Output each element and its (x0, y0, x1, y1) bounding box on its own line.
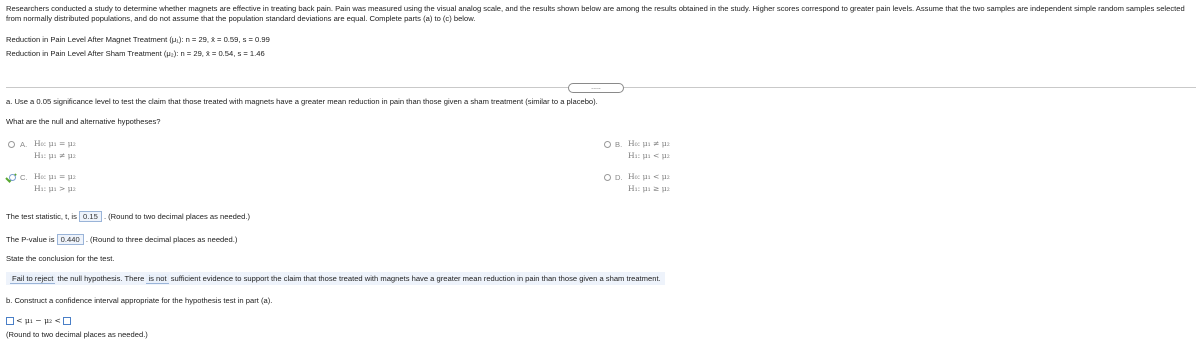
conclusion-text-2: sufficient evidence to support the claim that those treated with magnets have a greater mean reduction in pain than those given a sham treatment. (170, 274, 661, 283)
option-d-radio[interactable] (604, 174, 611, 181)
ci-middle-text: < μ₁ − μ₂ < (16, 316, 61, 325)
test-stat-answer[interactable]: 0.15 (79, 211, 102, 222)
option-a-h0: H₀: μ₁ = μ₂ (34, 139, 76, 148)
evidence-dropdown[interactable]: is not (148, 274, 167, 283)
option-d-letter: D. (615, 173, 623, 182)
p-value-suffix: . (Round to three decimal places as needed.) (85, 235, 238, 244)
option-d-h0: H₀: μ₁ < μ₂ (628, 172, 670, 181)
problem-intro: Researchers conducted a study to determine whether magnets are effective in treating back pain. Pain was measured using the visual analog scale, and the results shown below are among the results obtained in the study. Higher scores correspond to greater pain levels. Assume that the two samples are independent simple random samples selected from normally distributed populations, and do not assume that the population standard deviations are equal. Complete parts (a) to (c) below. (6, 4, 1185, 23)
confidence-interval-input (6, 316, 71, 325)
option-d-h1: H₁: μ₁ ≥ μ₂ (628, 184, 670, 193)
expand-more-button[interactable]: ..... (568, 83, 624, 93)
conclusion-text-1: the null hypothesis. There (57, 274, 145, 283)
reject-dropdown[interactable]: Fail to reject (12, 274, 54, 283)
conclusion-prompt: State the conclusion for the test. (6, 254, 115, 263)
part-b-prompt: b. Construct a confidence interval appropriate for the hypothesis test in part (a). (6, 296, 273, 305)
ci-lower-input[interactable] (6, 317, 14, 325)
p-value-line (6, 234, 237, 245)
option-b-letter: B. (615, 140, 623, 149)
option-a-radio[interactable] (8, 141, 15, 148)
p-value-answer[interactable]: 0.440 (57, 234, 84, 245)
option-c-h1: H₁: μ₁ > μ₂ (34, 184, 76, 193)
test-stat-suffix: . (Round to two decimal places as needed.) (103, 212, 250, 221)
option-a-h1: H₁: μ₁ ≠ μ₂ (34, 151, 76, 160)
option-a-letter: A. (20, 140, 28, 149)
conclusion-statement (6, 272, 665, 285)
hypotheses-question: What are the null and alternative hypotheses? (6, 117, 161, 126)
data-line-magnet: Reduction in Pain Level After Magnet Treatment (μ₁): n = 29, x̄ = 0.59, s = 0.99 (6, 35, 270, 44)
option-c-h0: H₀: μ₁ = μ₂ (34, 172, 76, 181)
part-b-note: (Round to two decimal places as needed.) (6, 330, 148, 339)
option-c-letter: C. (20, 173, 28, 182)
part-a-prompt: a. Use a 0.05 significance level to test the claim that those treated with magnets have a greater mean reduction in pain than those given a sham treatment (similar to a placebo). (6, 97, 598, 106)
p-value-prefix: The P-value is (6, 235, 55, 244)
ci-upper-input[interactable] (63, 317, 71, 325)
test-statistic-line (6, 211, 250, 222)
option-c-radio[interactable] (9, 174, 16, 181)
data-line-sham: Reduction in Pain Level After Sham Treatment (μ₂): n = 29, x̄ = 0.54, s = 1.46 (6, 49, 265, 58)
test-stat-prefix: The test statistic, t, is (6, 212, 77, 221)
option-b-h1: H₁: μ₁ < μ₂ (628, 151, 670, 160)
option-b-radio[interactable] (604, 141, 611, 148)
option-b-h0: H₀: μ₁ ≠ μ₂ (628, 139, 670, 148)
